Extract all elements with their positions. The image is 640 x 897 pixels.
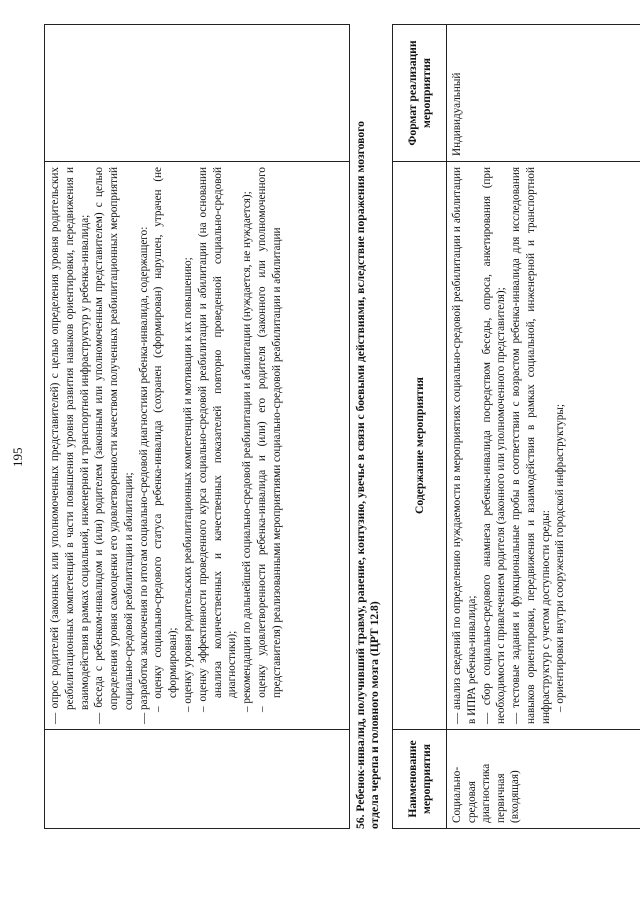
sub-list-item: – оценку удовлетворенности ребенка-инвалида и (или) его родителя (законного или уполномоченного представителя) реализованными мероприятиями социально-средовой реабилитации и абилитации	[255, 167, 283, 712]
list-item: — разработка заключения по итогам социально-средовой диагностики ребенка-инвалида, содержащего:	[137, 226, 150, 724]
activity-content	[447, 161, 640, 729]
list-item: — анализ сведений по определению нуждаемости в мероприятиях социально-средовой реабилитации и абилитации в ИПРА ребенка-инвалида;	[451, 167, 478, 724]
header-name: Наименование мероприятия	[393, 729, 447, 828]
activities-table	[392, 24, 640, 829]
sub-list-item: – оценку эффективности проведенного курса социально-средовой реабилитации и абилитации (на основании анализа количественных и качественных показателей повторно проведенной социально-средовой диагностики);	[196, 167, 239, 712]
continuation-table	[44, 24, 350, 829]
list-item: — беседа с ребенком-инвалидом и (или) родителем (законным или уполномоченным представителем) с целью определения уровня самооценки его удовлетворенности качеством полученных реабилитационных мероприятий социально-средовой реабилитации и абилитации;	[93, 167, 135, 724]
header-format: Формат реализации мероприятия	[393, 25, 447, 161]
section-heading-line1: 56. Ребенок-инвалид, получивший травму, ранение, контузию, увечье в связи с боевыми действиями, вследствие поражения мозгового	[354, 121, 367, 829]
list-item: — опрос родителей (законных или уполномоченных представителей) с целью определения уровня родительских реабилитационных компетенций в части повышения уровня развития навыков ориентировки, передвижения и взаимодействия в рамках социальной, инженерной и транспортной инфраструктур у ребенка-инвалида;	[49, 167, 91, 724]
continuation-content-cell	[45, 161, 349, 729]
sub-list-item: – ориентировки внутри сооружений городской инфраструктуры;	[554, 403, 567, 712]
header-content: Содержание мероприятия	[393, 161, 447, 729]
section-heading	[354, 19, 383, 829]
sub-list-item: – оценку социально-средового статуса ребенка-инвалида (сохранен (сформирован) нарушен, утрачен (не сформирован);	[152, 167, 180, 712]
list-item: — тестовые задания и функциональные пробы в соответствии с возрастом ребенка-инвалида для исследования навыков ориентировки, передвижения и взаимодействия в рамках социальной, инженерной и транспортной инфраструктур с учетом доступности среды:	[510, 167, 552, 724]
continuation-format-cell	[45, 25, 349, 161]
activity-format: Индивидуальный	[451, 72, 463, 156]
sub-list-item: – рекомендации по дальнейшей социально-средовой реабилитации и абилитации (нуждается, не нуждается);	[241, 191, 254, 712]
activity-name: Социально-средовая диагностика первичная (входящая)	[447, 729, 640, 828]
continuation-name-cell	[45, 729, 349, 828]
section-heading-line2: отдела черепа и головного мозга (ЦРТ 12.8)	[368, 601, 382, 829]
sub-list-item: – оценку уровня родительских реабилитационных компетенций и мотивации к их повышению;	[182, 257, 195, 712]
page-number: 195	[10, 447, 25, 467]
list-item: — сбор социально-средового анамнеза ребенка-инвалида посредством беседы, опроса, анкетирования (при необходимости с привлечением родителя (законного или уполномоченного представителя);	[480, 167, 508, 724]
